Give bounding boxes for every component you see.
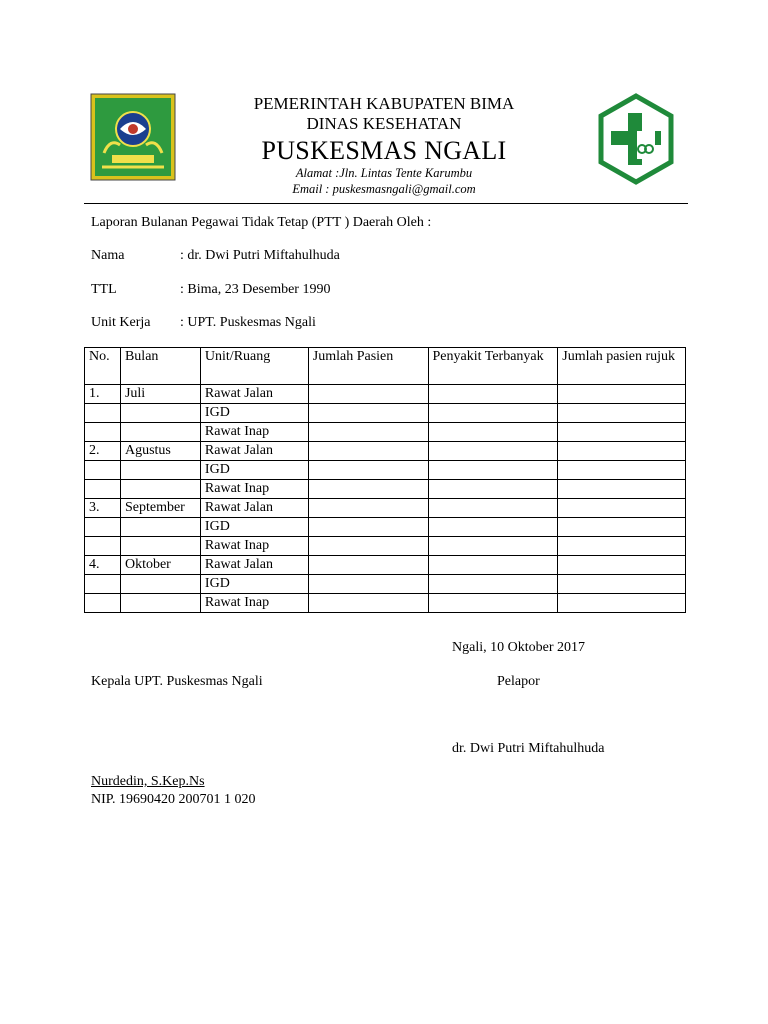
table-row (85, 385, 686, 404)
cell-bulan (120, 594, 200, 613)
ttl-label: TTL (91, 282, 117, 297)
table-row (85, 480, 686, 499)
table-row (85, 594, 686, 613)
cell-rujuk (558, 518, 686, 537)
header-address: Alamat :Jln. Lintas Tente Karumbu (295, 166, 473, 180)
cell-no: 3. (85, 499, 121, 518)
cell-no: 1. (85, 385, 121, 404)
cell-rujuk (558, 537, 686, 556)
cell-bulan (120, 480, 200, 499)
kepala-title: Kepala UPT. Puskesmas Ngali (91, 674, 263, 689)
cell-penyakit (428, 594, 558, 613)
cell-jumlah (308, 404, 428, 423)
cell-jumlah (308, 385, 428, 404)
report-intro: Laporan Bulanan Pegawai Tidak Tetap (PTT ) Daerah Oleh : (91, 215, 432, 230)
cell-bulan: Agustus (120, 442, 200, 461)
header-email: Email : puskesmasngali@gmail.com (292, 182, 476, 196)
table-row (85, 518, 686, 537)
table-header-row (85, 348, 686, 385)
cell-no (85, 423, 121, 442)
cell-no (85, 537, 121, 556)
cell-no (85, 594, 121, 613)
cell-penyakit (428, 556, 558, 575)
header-bulan: Bulan (120, 348, 200, 385)
table-row (85, 556, 686, 575)
table-row (85, 404, 686, 423)
cell-no (85, 404, 121, 423)
cell-bulan (120, 404, 200, 423)
cell-unit: Rawat Jalan (200, 556, 308, 575)
cell-bulan (120, 537, 200, 556)
cell-no (85, 518, 121, 537)
cell-rujuk (558, 594, 686, 613)
cell-no: 2. (85, 442, 121, 461)
cell-no (85, 575, 121, 594)
header-department: DINAS KESEHATAN (306, 114, 462, 133)
header-no: No. (85, 348, 121, 385)
cell-penyakit (428, 385, 558, 404)
header-divider (84, 203, 688, 204)
cell-rujuk (558, 480, 686, 499)
cell-bulan: September (120, 499, 200, 518)
cell-rujuk (558, 442, 686, 461)
cell-bulan (120, 461, 200, 480)
table-row (85, 499, 686, 518)
unit-kerja-label: Unit Kerja (91, 315, 151, 330)
cell-rujuk (558, 575, 686, 594)
cell-penyakit (428, 480, 558, 499)
cell-bulan: Oktober (120, 556, 200, 575)
cell-jumlah (308, 556, 428, 575)
header-government: PEMERINTAH KABUPATEN BIMA (253, 94, 515, 113)
pelapor-name: dr. Dwi Putri Miftahulhuda (452, 741, 605, 756)
cell-rujuk (558, 556, 686, 575)
header-unit-ruang: Unit/Ruang (200, 348, 308, 385)
cell-jumlah (308, 518, 428, 537)
cell-bulan (120, 518, 200, 537)
cell-rujuk (558, 499, 686, 518)
cell-penyakit (428, 461, 558, 480)
cell-jumlah (308, 423, 428, 442)
cell-unit: Rawat Jalan (200, 442, 308, 461)
table-row (85, 442, 686, 461)
cell-bulan: Juli (120, 385, 200, 404)
table-row (85, 423, 686, 442)
cell-jumlah (308, 537, 428, 556)
cell-unit: Rawat Jalan (200, 499, 308, 518)
pelapor-title: Pelapor (497, 674, 540, 689)
cell-jumlah (308, 499, 428, 518)
report-date: Ngali, 10 Oktober 2017 (452, 640, 585, 655)
report-table (84, 347, 686, 613)
kepala-name: Nurdedin, S.Kep.Ns (91, 774, 205, 789)
cell-penyakit (428, 518, 558, 537)
cell-rujuk (558, 404, 686, 423)
cell-no: 4. (85, 556, 121, 575)
cell-penyakit (428, 537, 558, 556)
cell-bulan (120, 575, 200, 594)
cell-unit: IGD (200, 461, 308, 480)
cell-penyakit (428, 423, 558, 442)
cell-unit: IGD (200, 404, 308, 423)
cell-unit: Rawat Inap (200, 537, 308, 556)
cell-unit: IGD (200, 518, 308, 537)
nama-label: Nama (91, 248, 125, 263)
cell-penyakit (428, 575, 558, 594)
cell-unit: IGD (200, 575, 308, 594)
cell-penyakit (428, 404, 558, 423)
cell-no (85, 461, 121, 480)
header-jumlah-rujuk: Jumlah pasien rujuk (558, 348, 686, 385)
cell-penyakit (428, 442, 558, 461)
cell-no (85, 480, 121, 499)
table-row (85, 537, 686, 556)
table-row (85, 575, 686, 594)
ttl-value: : Bima, 23 Desember 1990 (180, 282, 331, 297)
cell-rujuk (558, 385, 686, 404)
cell-jumlah (308, 480, 428, 499)
cell-unit: Rawat Inap (200, 480, 308, 499)
unit-kerja-value: : UPT. Puskesmas Ngali (180, 315, 316, 330)
cell-jumlah (308, 442, 428, 461)
cell-rujuk (558, 461, 686, 480)
cell-bulan (120, 423, 200, 442)
cell-jumlah (308, 594, 428, 613)
header-puskesmas: PUSKESMAS NGALI (261, 136, 507, 165)
cell-unit: Rawat Jalan (200, 385, 308, 404)
header-penyakit-terbanyak: Penyakit Terbanyak (428, 348, 558, 385)
header-jumlah-pasien: Jumlah Pasien (308, 348, 428, 385)
cell-unit: Rawat Inap (200, 423, 308, 442)
kepala-nip: NIP. 19690420 200701 1 020 (91, 792, 256, 807)
cell-penyakit (428, 499, 558, 518)
nama-value: : dr. Dwi Putri Miftahulhuda (180, 248, 340, 263)
cell-unit: Rawat Inap (200, 594, 308, 613)
cell-jumlah (308, 575, 428, 594)
cell-jumlah (308, 461, 428, 480)
cell-rujuk (558, 423, 686, 442)
table-row (85, 461, 686, 480)
